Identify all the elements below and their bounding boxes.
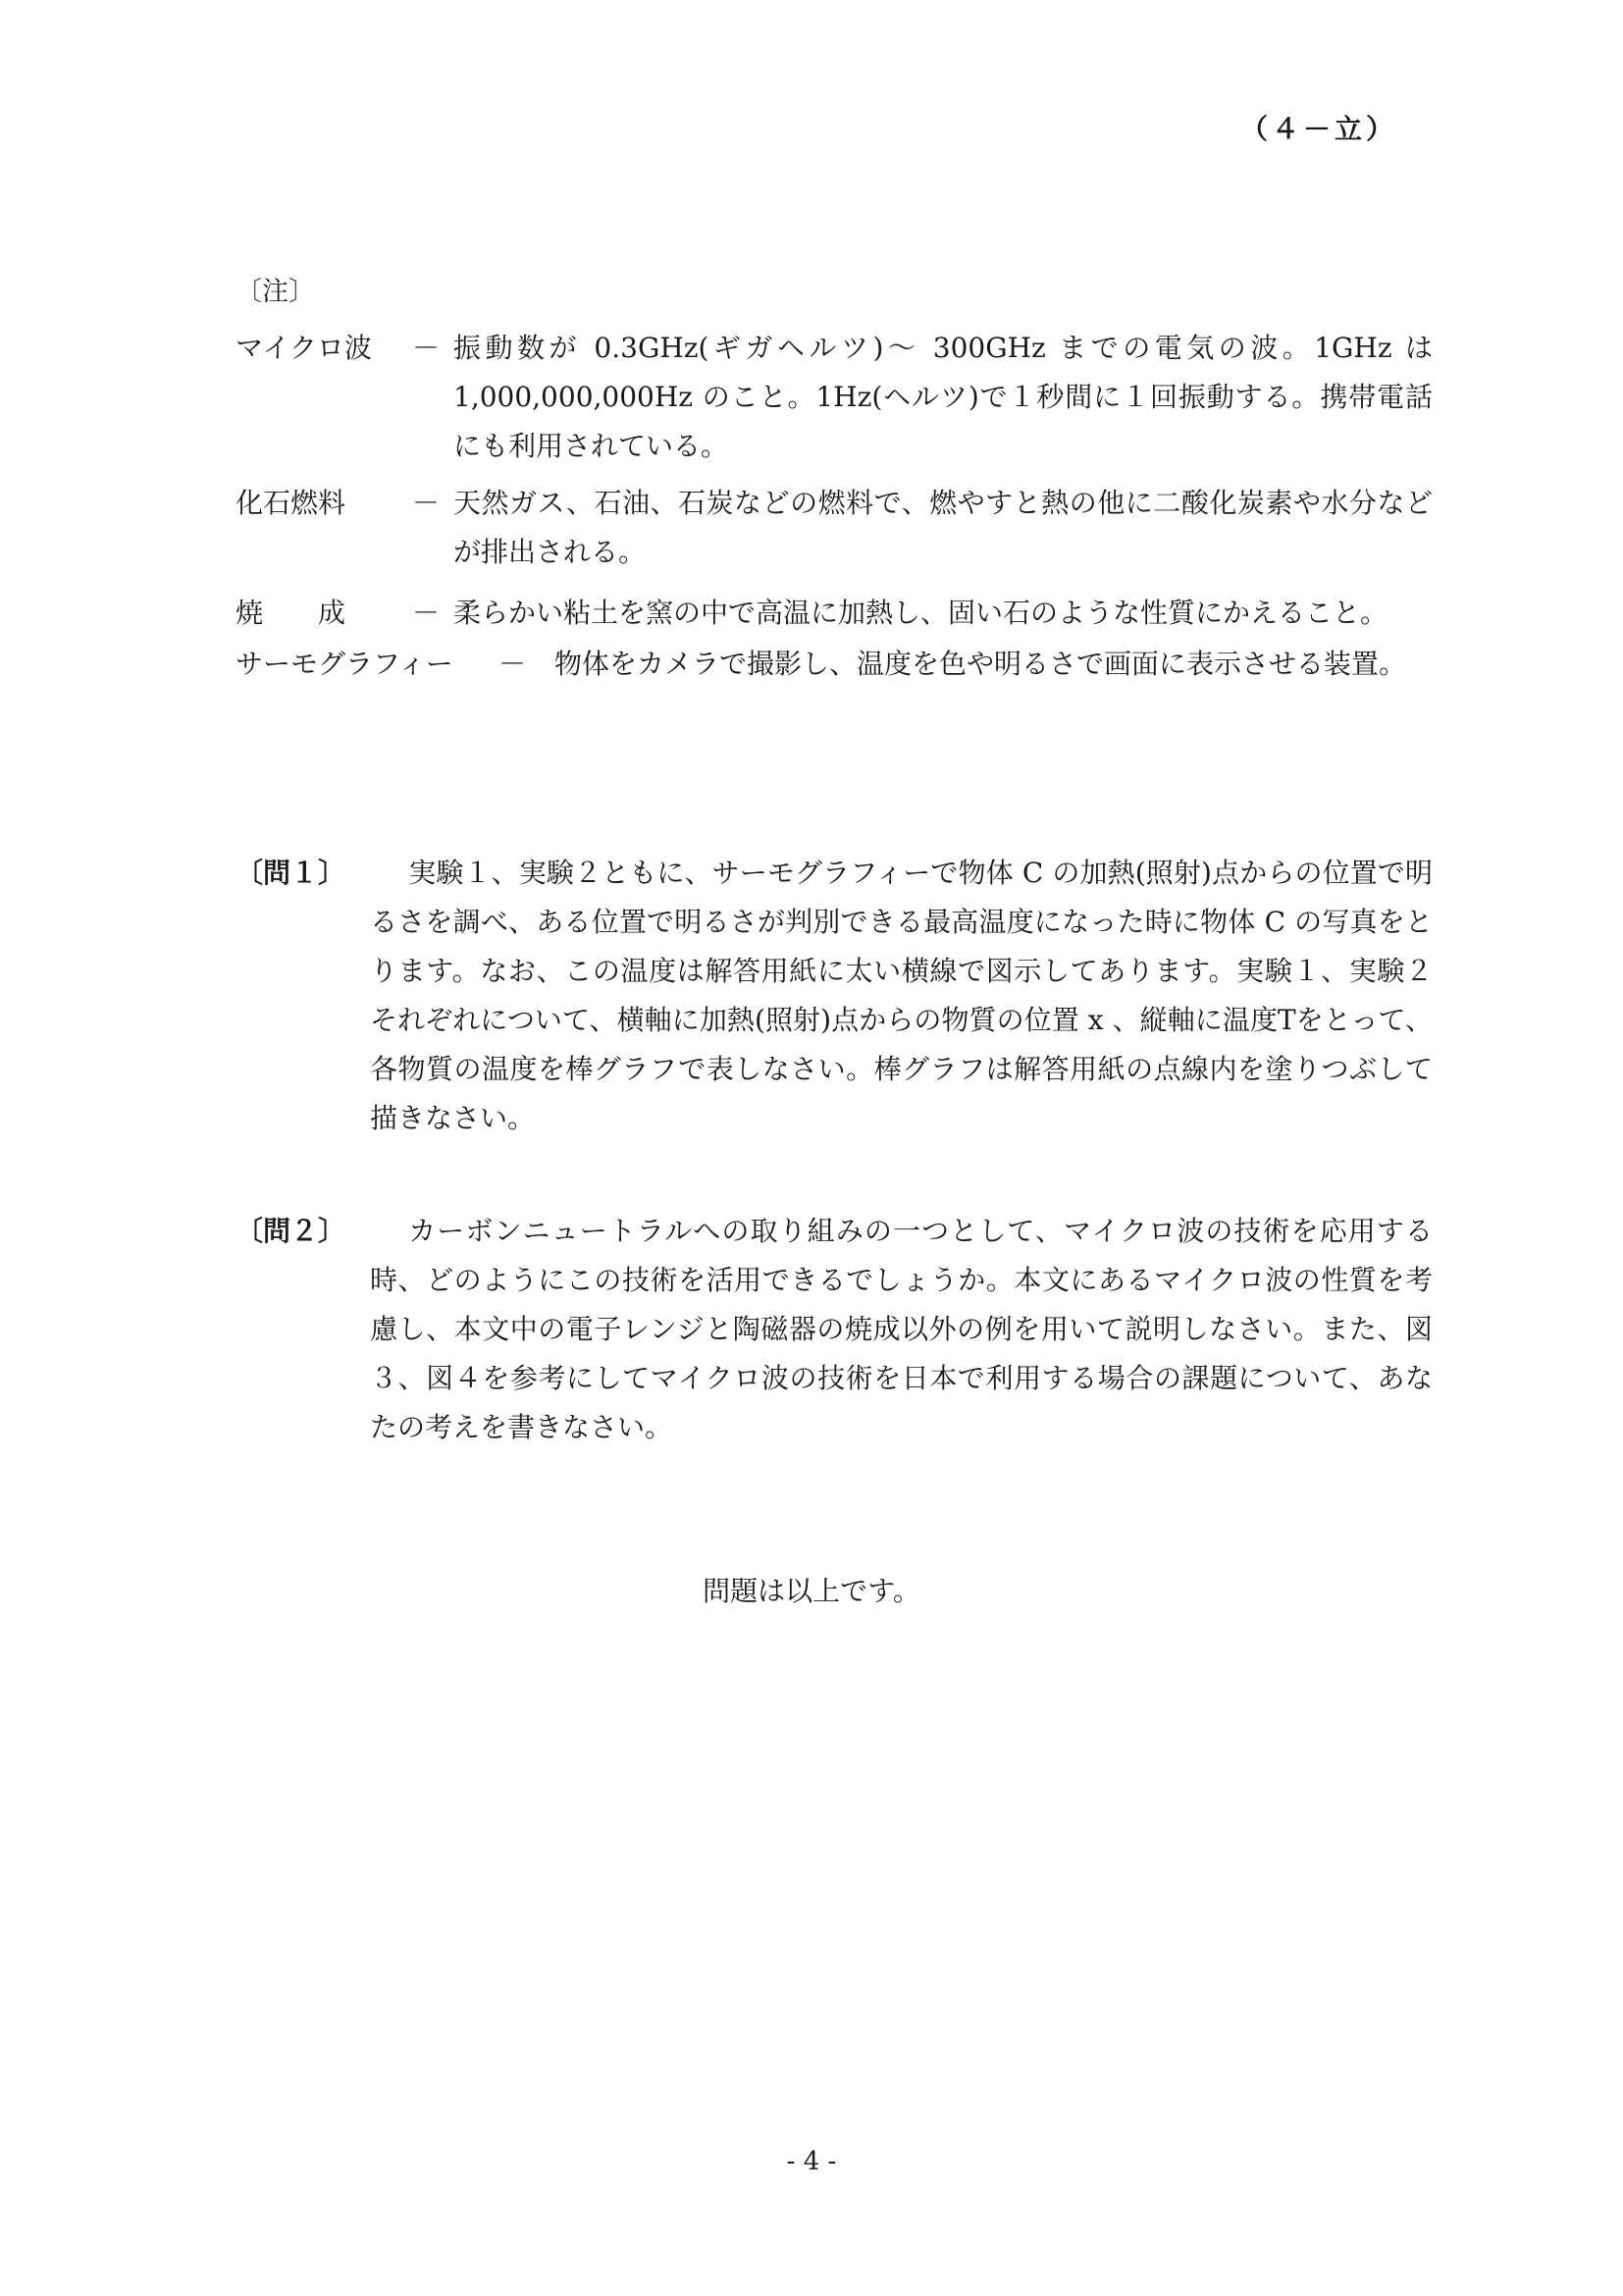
note-term: サーモグラフィー [236, 648, 453, 680]
note-definition: 天然ガス、石油、石炭などの燃料で、燃やすと熱の他に二酸化炭素や水分などが排出される。 [453, 487, 1433, 568]
note-microwave [236, 324, 1433, 481]
note-dash: － [412, 332, 441, 364]
note-dash: － [412, 487, 441, 519]
page-number: - 4 - [786, 2147, 837, 2176]
notes-label: 〔注〕 [236, 277, 315, 307]
note-definition: 柔らかい粘土を窯の中で高温に加熱し、固い石のような性質にかえること。 [453, 597, 1388, 629]
note-fossil-fuel [236, 479, 1433, 587]
note-definition: 振動数が 0.3GHz(ギガヘルツ)～ 300GHz までの電気の波。1GHz は 1,000,000,000Hz のこと。1Hz(ヘルツ)で１秒間に１回振動する。携帯電話にも利用されている。 [453, 332, 1433, 462]
note-firing [236, 589, 1433, 638]
question-text: 実験１、実験２ともに、サーモグラフィーで物体 C の加熱(照射)点からの位置で明るさを調べ、ある位置で明るさが判別できる最高温度になった時に物体 C の写真をとります。なお、この温度は解答用紙に太い横線で図示してあります。実験１、実験２それぞれについて、横軸に加熱(照射)点からの物質の位置 x 、縦軸に温度Tをとって、各物質の温度を棒グラフで表しなさい。棒グラフは解答用紙の点線内を塗りつぶして描きなさい。 [370, 857, 1433, 1134]
question-text: カーボンニュートラルへの取り組みの一つとして、マイクロ波の技術を応用する時、どのようにこの技術を活用できるでしょうか。本文にあるマイクロ波の性質を考慮し、本文中の電子レンジと陶磁器の焼成以外の例を用いて説明しなさい。また、図３、図４を参考にしてマイクロ波の技術を日本で利用する場合の課題について、あなたの考えを書きなさい。 [370, 1215, 1434, 1443]
note-term: 焼 成 [236, 597, 346, 629]
question-2 [236, 1207, 1433, 1462]
note-definition: 物体をカメラで撮影し、温度を色や明るさで画面に表示させる装置。 [554, 648, 1407, 680]
note-dash: － [498, 648, 527, 680]
note-term: 化石燃料 [236, 487, 346, 519]
question-label: 〔問１〕 [236, 857, 346, 889]
question-label: 〔問２〕 [236, 1215, 346, 1247]
note-dash: － [412, 597, 441, 629]
end-of-questions: 問題は以上です。 [703, 1575, 920, 1607]
question-1 [236, 849, 1433, 1153]
page-id: （４－立） [1239, 113, 1397, 145]
note-term: マイクロ波 [236, 332, 372, 364]
note-thermography [236, 640, 1433, 689]
